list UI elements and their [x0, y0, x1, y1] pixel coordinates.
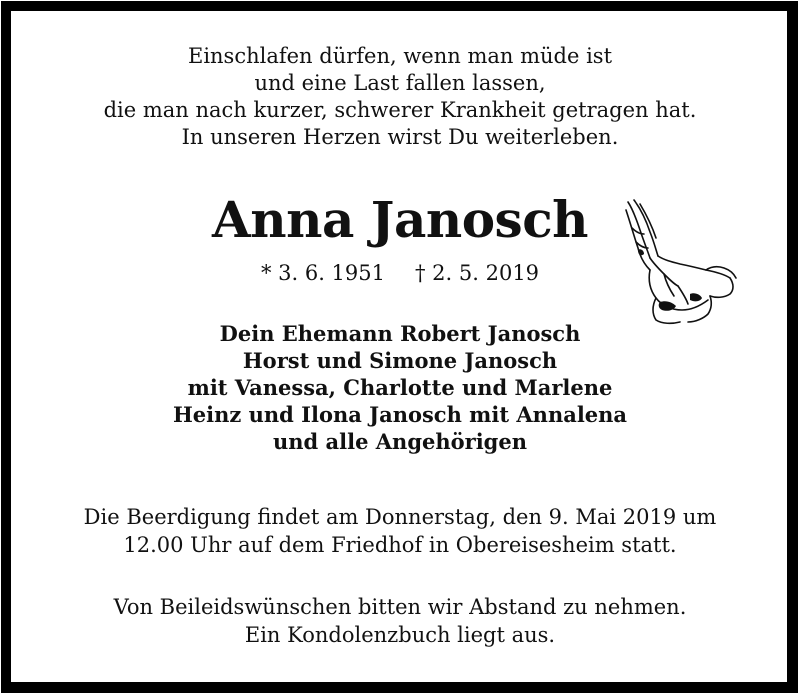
mourner-line: Dein Ehemann Robert Janosch — [219, 321, 581, 346]
deceased-name: Anna Janosch — [211, 190, 588, 249]
verse-block — [0, 43, 800, 151]
mourner-line: und alle Angehörigen — [273, 429, 527, 454]
note-line: Von Beileidswünschen bitten wir Abstand zu nehmen. — [113, 595, 687, 619]
mourners-list — [0, 320, 800, 455]
note-line: Ein Kondolenzbuch liegt aus. — [244, 623, 556, 647]
mourner-line: mit Vanessa, Charlotte und Marlene — [187, 375, 613, 400]
mourner-line: Heinz und Ilona Janosch mit Annalena — [172, 402, 628, 427]
funeral-line: 12.00 Uhr auf dem Friedhof in Obereisesheim statt. — [123, 533, 677, 557]
funeral-info — [0, 503, 800, 559]
birth-date: * 3. 6. 1951 — [260, 261, 385, 285]
death-date: † 2. 5. 2019 — [415, 261, 540, 285]
verse-line: In unseren Herzen wirst Du weiterleben. — [181, 125, 619, 149]
verse-line: Einschlafen dürfen, wenn man müde ist — [187, 44, 613, 68]
mourner-line: Horst und Simone Janosch — [242, 348, 558, 373]
condolence-note — [0, 593, 800, 649]
verse-line: und eine Last fallen lassen, — [254, 71, 546, 95]
verse-line: die man nach kurzer, schwerer Krankheit getragen hat. — [103, 98, 697, 122]
praying-hands-icon — [620, 198, 742, 326]
funeral-line: Die Beerdigung findet am Donnerstag, den 9. Mai 2019 um — [83, 505, 717, 529]
